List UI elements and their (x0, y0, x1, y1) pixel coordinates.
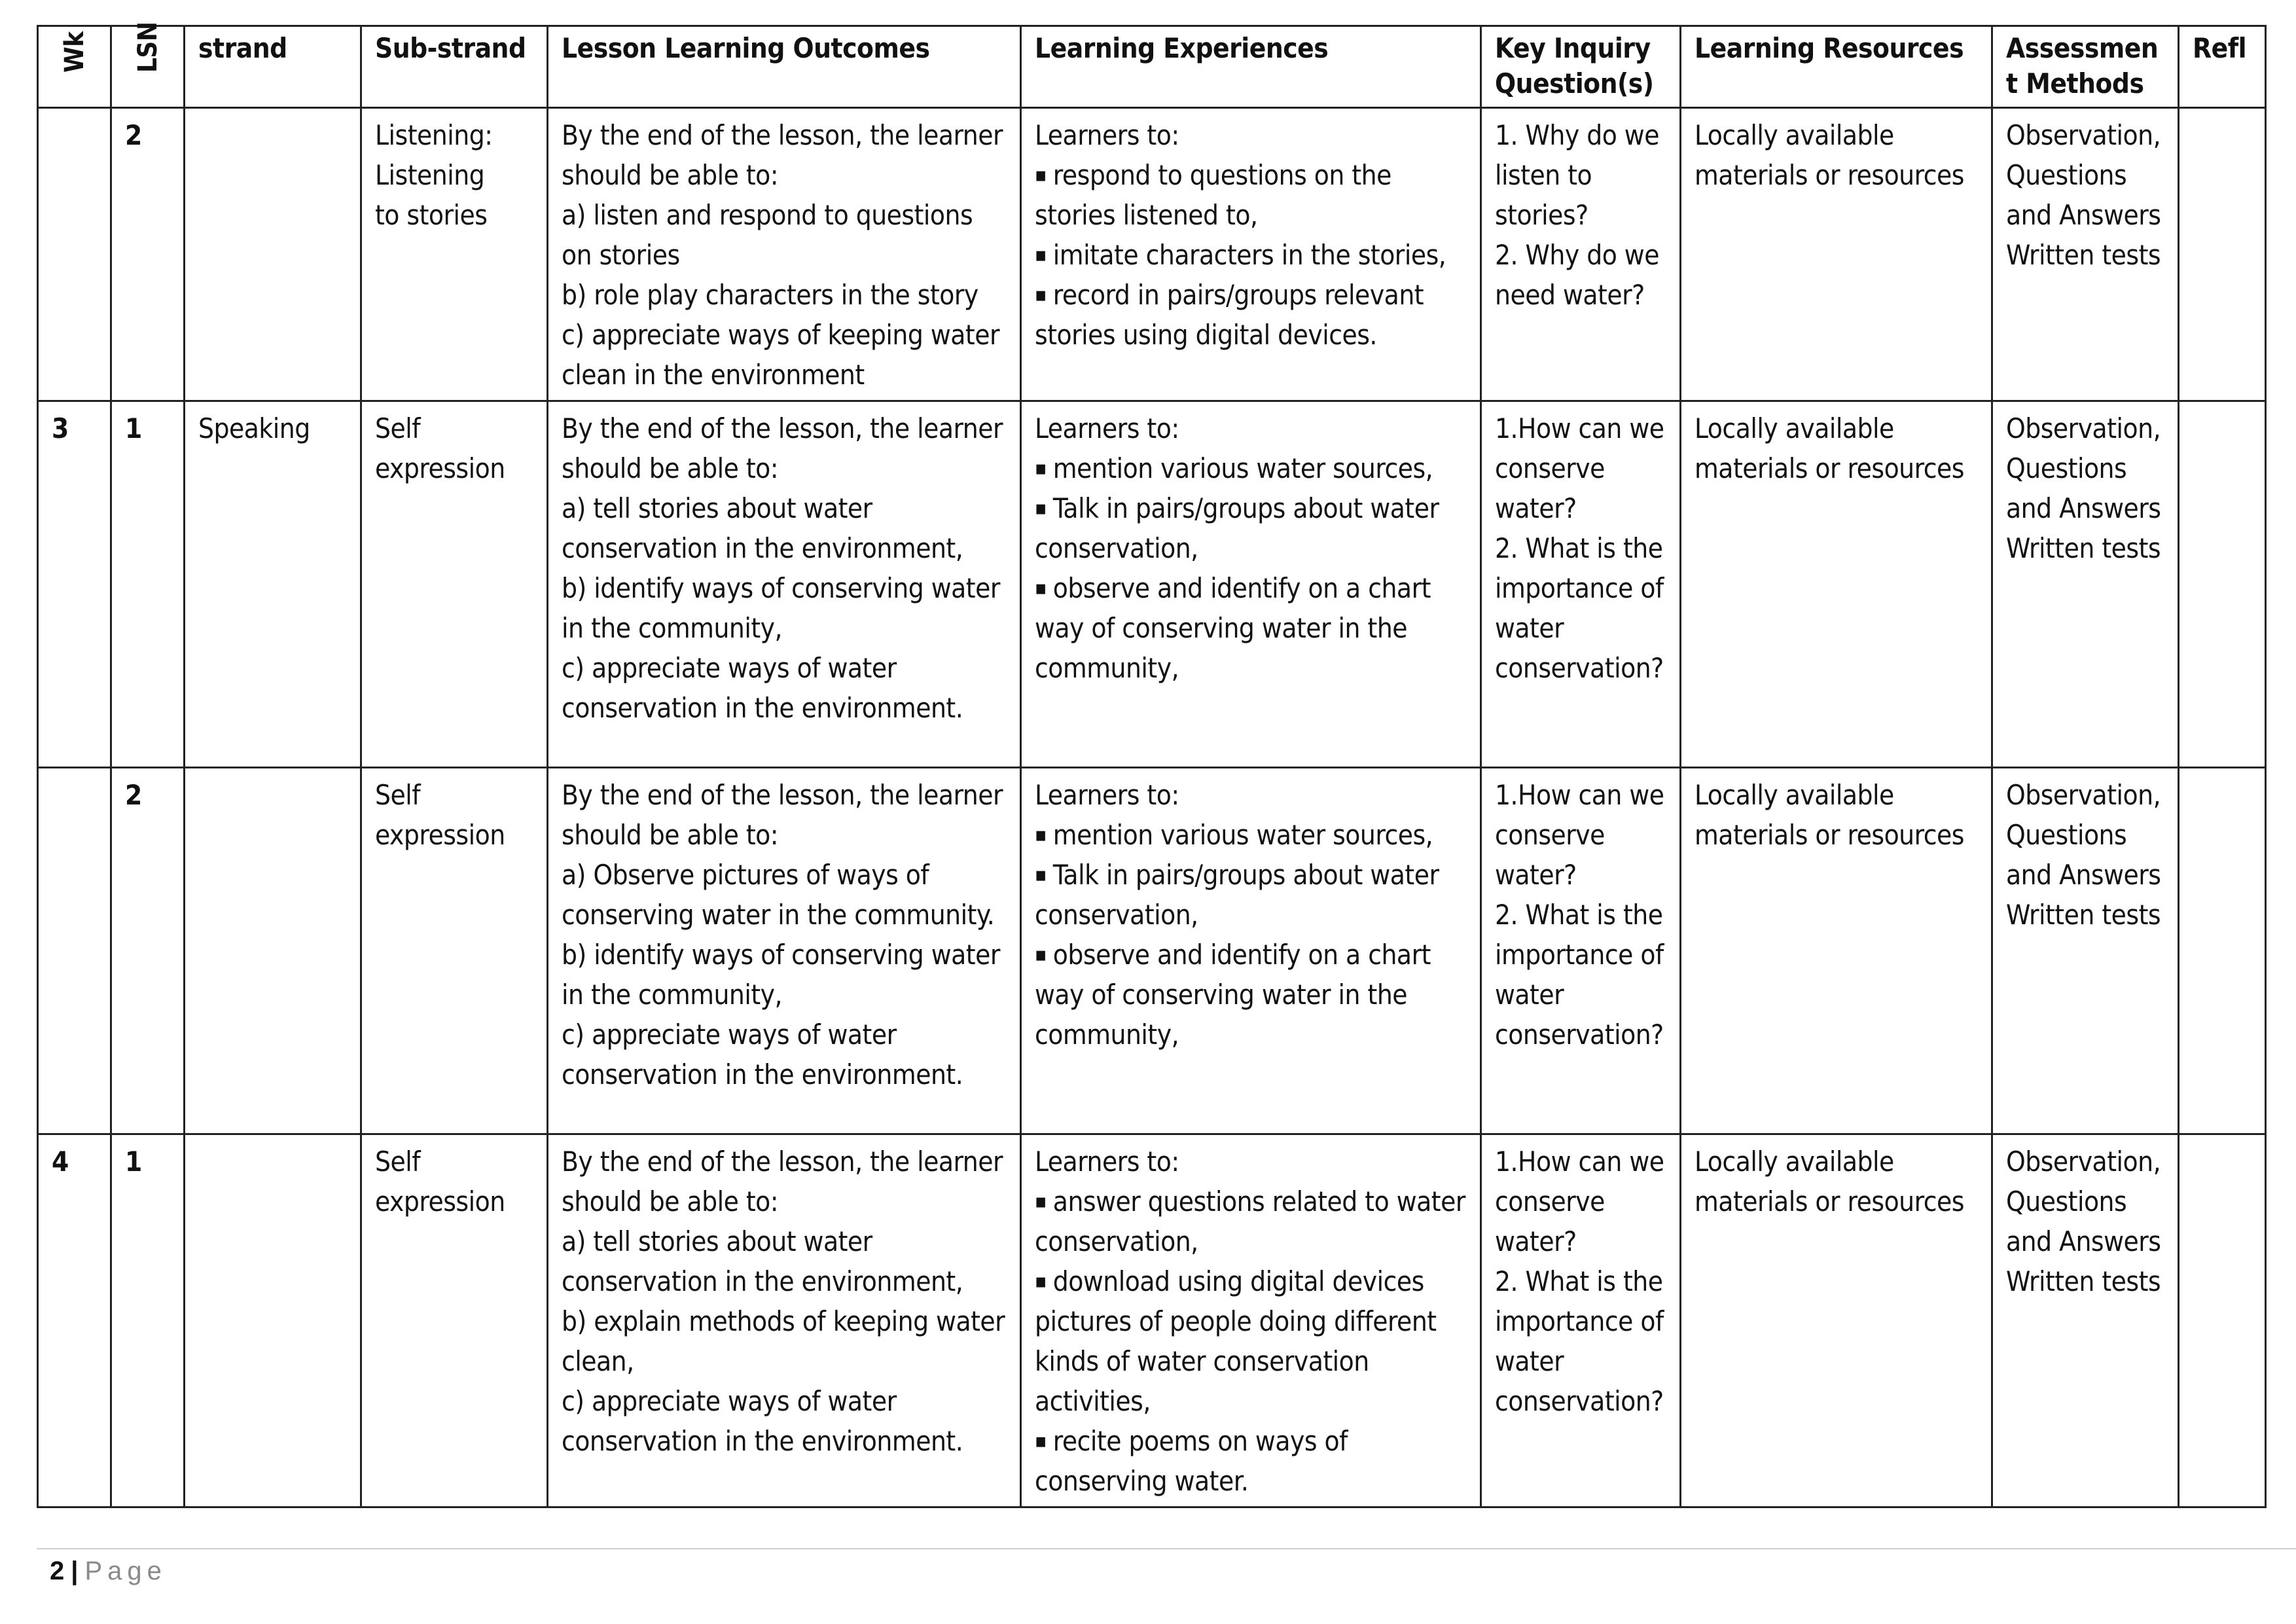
outcome-item: a) listen and respond to questions on stories (562, 199, 973, 271)
bullet-icon: ▪ (1035, 577, 1047, 600)
table-row (38, 1134, 2266, 1507)
bullet-icon: ▪ (1035, 1270, 1047, 1293)
experiences-cell (1021, 401, 1481, 768)
sub-strand-cell (361, 401, 548, 768)
resources-cell: Locally available materials or resources (1681, 768, 1992, 1134)
experience-text: Talk in pairs/groups about water conservation, (1035, 859, 1439, 931)
experiences-cell (1021, 768, 1481, 1134)
experience-item (1035, 1421, 1467, 1501)
outcomes-intro: By the end of the lesson, the learner should be able to: (562, 412, 1003, 484)
experience-item (1035, 275, 1467, 355)
header-lsn-label: LSN (132, 22, 163, 73)
inquiry-cell (1481, 108, 1681, 401)
table-row (38, 768, 2266, 1134)
experience-item (1035, 448, 1467, 488)
assessment-method: Observation, (2006, 779, 2161, 811)
reflection-cell (2179, 1134, 2266, 1507)
experience-item (1035, 855, 1467, 935)
inquiry-question: 2. What is the importance of water conservation? (1495, 899, 1664, 1051)
outcomes-intro: By the end of the lesson, the learner should be able to: (562, 119, 1003, 191)
experience-text: record in pairs/groups relevant stories using digital devices. (1035, 279, 1424, 351)
experiences-cell (1021, 1134, 1481, 1507)
experiences-list (1035, 1182, 1467, 1501)
assessment-cell (1992, 1134, 2179, 1507)
assessment-cell (1992, 768, 2179, 1134)
strand-cell (185, 1134, 361, 1507)
inquiry-question: 2. What is the importance of water conservation? (1495, 1265, 1664, 1417)
bullet-icon: ▪ (1035, 283, 1047, 306)
sub-strand-cell (361, 1134, 548, 1507)
lesson-cell: 1 (111, 1134, 185, 1507)
scheme-of-work-table (37, 22, 2267, 1508)
header-wk-label: Wk (59, 31, 90, 73)
inquiry-cell (1481, 768, 1681, 1134)
week-cell: 4 (38, 1134, 111, 1507)
experience-text: imitate characters in the stories, (1052, 239, 1446, 271)
experiences-intro: Learners to: (1035, 779, 1179, 811)
experiences-list (1035, 155, 1467, 355)
page-number: 2 (50, 1557, 65, 1585)
sub-strand-line: Listening (375, 159, 485, 191)
sub-strand-line: Self (375, 1146, 421, 1178)
assessment-cell (1992, 401, 2179, 768)
table-row (38, 401, 2266, 768)
lesson-cell: 2 (111, 768, 185, 1134)
experiences-list (1035, 448, 1467, 688)
experience-text: mention various water sources, (1052, 819, 1433, 851)
header-wk (38, 26, 111, 108)
experience-text: Talk in pairs/groups about water conservation, (1035, 492, 1439, 564)
strand-cell (185, 768, 361, 1134)
sub-strand-cell (361, 108, 548, 401)
resources-cell: Locally available materials or resources (1681, 1134, 1992, 1507)
page-label: Page (84, 1557, 167, 1585)
experience-text: observe and identify on a chart way of conserving water in the community, (1035, 939, 1431, 1051)
outcome-item: c) appreciate ways of water conservation in the environment. (562, 1385, 963, 1457)
outcome-item: a) tell stories about water conservation in the environment, (562, 1225, 963, 1297)
bullet-icon: ▪ (1035, 863, 1047, 886)
assessment-method: Observation, (2006, 1146, 2161, 1178)
bullet-icon: ▪ (1035, 164, 1047, 187)
assessment-method: Questions and Answers (2006, 1185, 2161, 1257)
sub-strand-line: expression (375, 1185, 505, 1218)
experiences-intro: Learners to: (1035, 412, 1179, 444)
experiences-intro: Learners to: (1035, 119, 1179, 151)
inquiry-question: 2. Why do we need water? (1495, 239, 1659, 311)
resources-cell: Locally available materials or resources (1681, 401, 1992, 768)
experience-text: mention various water sources, (1052, 452, 1433, 484)
sub-strand-line: Self (375, 779, 421, 811)
experience-item (1035, 1182, 1467, 1261)
bullet-icon: ▪ (1035, 823, 1047, 846)
experience-item (1035, 155, 1467, 235)
outcome-item: c) appreciate ways of keeping water clean in the environment (562, 319, 999, 391)
bullet-icon: ▪ (1035, 943, 1047, 966)
sub-strand-line: to stories (375, 199, 488, 231)
table-row (38, 108, 2266, 401)
experiences-list (1035, 815, 1467, 1055)
reflection-cell (2179, 401, 2266, 768)
assessment-method: Questions and Answers (2006, 452, 2161, 524)
bullet-icon: ▪ (1035, 244, 1047, 266)
assessment-method: Observation, (2006, 119, 2161, 151)
header-experiences: Learning Experiences (1021, 26, 1481, 108)
footer-divider (37, 1548, 2296, 1549)
outcome-item: b) identify ways of conserving water in the community, (562, 572, 1000, 644)
experience-text: download using digital devices pictures of people doing different kinds of water conservation activities, (1035, 1265, 1437, 1417)
sub-strand-line: Self (375, 412, 421, 444)
outcome-item: b) identify ways of conserving water in the community, (562, 939, 1000, 1011)
inquiry-question: 1.How can we conserve water? (1495, 1146, 1664, 1257)
outcomes-cell (548, 108, 1021, 401)
assessment-method: Written tests (2006, 239, 2161, 271)
header-sub-strand: Sub-strand (361, 26, 548, 108)
assessment-method: Written tests (2006, 532, 2161, 564)
bullet-icon: ▪ (1035, 1190, 1047, 1213)
assessment-method: Written tests (2006, 899, 2161, 931)
outcomes-cell (548, 1134, 1021, 1507)
outcome-item: b) role play characters in the story (562, 279, 978, 311)
strand-cell (185, 108, 361, 401)
page-footer (50, 1553, 167, 1589)
header-strand: strand (185, 26, 361, 108)
outcome-item: b) explain methods of keeping water clean, (562, 1305, 1005, 1377)
header-resources: Learning Resources (1681, 26, 1992, 108)
reflection-cell (2179, 768, 2266, 1134)
header-assessment: Assessment Methods (1992, 26, 2179, 108)
inquiry-cell (1481, 401, 1681, 768)
outcomes-cell (548, 401, 1021, 768)
experience-text: observe and identify on a chart way of conserving water in the community, (1035, 572, 1431, 684)
week-cell: 3 (38, 401, 111, 768)
assessment-method: Written tests (2006, 1265, 2161, 1297)
assessment-cell (1992, 108, 2179, 401)
inquiry-question: 1.How can we conserve water? (1495, 412, 1664, 524)
lesson-cell: 2 (111, 108, 185, 401)
sub-strand-cell (361, 768, 548, 1134)
experience-text: recite poems on ways of conserving water. (1035, 1425, 1348, 1497)
outcome-item: a) Observe pictures of ways of conserving water in the community. (562, 859, 995, 931)
assessment-method: Observation, (2006, 412, 2161, 444)
experience-item (1035, 488, 1467, 568)
experience-item (1035, 815, 1467, 855)
outcome-item: c) appreciate ways of water conservation in the environment. (562, 1019, 963, 1091)
bullet-icon: ▪ (1035, 1430, 1047, 1453)
week-cell (38, 108, 111, 401)
lesson-cell: 1 (111, 401, 185, 768)
bullet-icon: ▪ (1035, 497, 1047, 520)
outcome-item: c) appreciate ways of water conservation in the environment. (562, 652, 963, 724)
experience-item (1035, 935, 1467, 1055)
header-outcomes: Lesson Learning Outcomes (548, 26, 1021, 108)
assessment-method: Questions and Answers (2006, 819, 2161, 891)
header-row (38, 26, 2266, 108)
reflection-cell (2179, 108, 2266, 401)
inquiry-question: 1.How can we conserve water? (1495, 779, 1664, 891)
header-inquiry: Key Inquiry Question(s) (1481, 26, 1681, 108)
sub-strand-line: Listening: (375, 119, 493, 151)
experience-item (1035, 568, 1467, 688)
experiences-intro: Learners to: (1035, 1146, 1179, 1178)
sub-strand-line: expression (375, 819, 505, 851)
resources-cell: Locally available materials or resources (1681, 108, 1992, 401)
inquiry-question: 1. Why do we listen to stories? (1495, 119, 1659, 231)
experience-text: answer questions related to water conservation, (1035, 1185, 1465, 1257)
outcomes-cell (548, 768, 1021, 1134)
outcome-item: a) tell stories about water conservation in the environment, (562, 492, 963, 564)
inquiry-cell (1481, 1134, 1681, 1507)
strand-cell: Speaking (185, 401, 361, 768)
sub-strand-line: expression (375, 452, 505, 484)
outcomes-intro: By the end of the lesson, the learner should be able to: (562, 1146, 1003, 1218)
header-reflection: Refl (2179, 26, 2266, 108)
assessment-method: Questions and Answers (2006, 159, 2161, 231)
outcomes-intro: By the end of the lesson, the learner should be able to: (562, 779, 1003, 851)
footer-separator: | (71, 1557, 79, 1585)
header-lsn (111, 22, 185, 108)
experience-item (1035, 1261, 1467, 1421)
bullet-icon: ▪ (1035, 457, 1047, 480)
experience-item (1035, 235, 1467, 275)
experience-text: respond to questions on the stories listened to, (1035, 159, 1391, 231)
experiences-cell (1021, 108, 1481, 401)
inquiry-question: 2. What is the importance of water conservation? (1495, 532, 1664, 684)
week-cell (38, 768, 111, 1134)
